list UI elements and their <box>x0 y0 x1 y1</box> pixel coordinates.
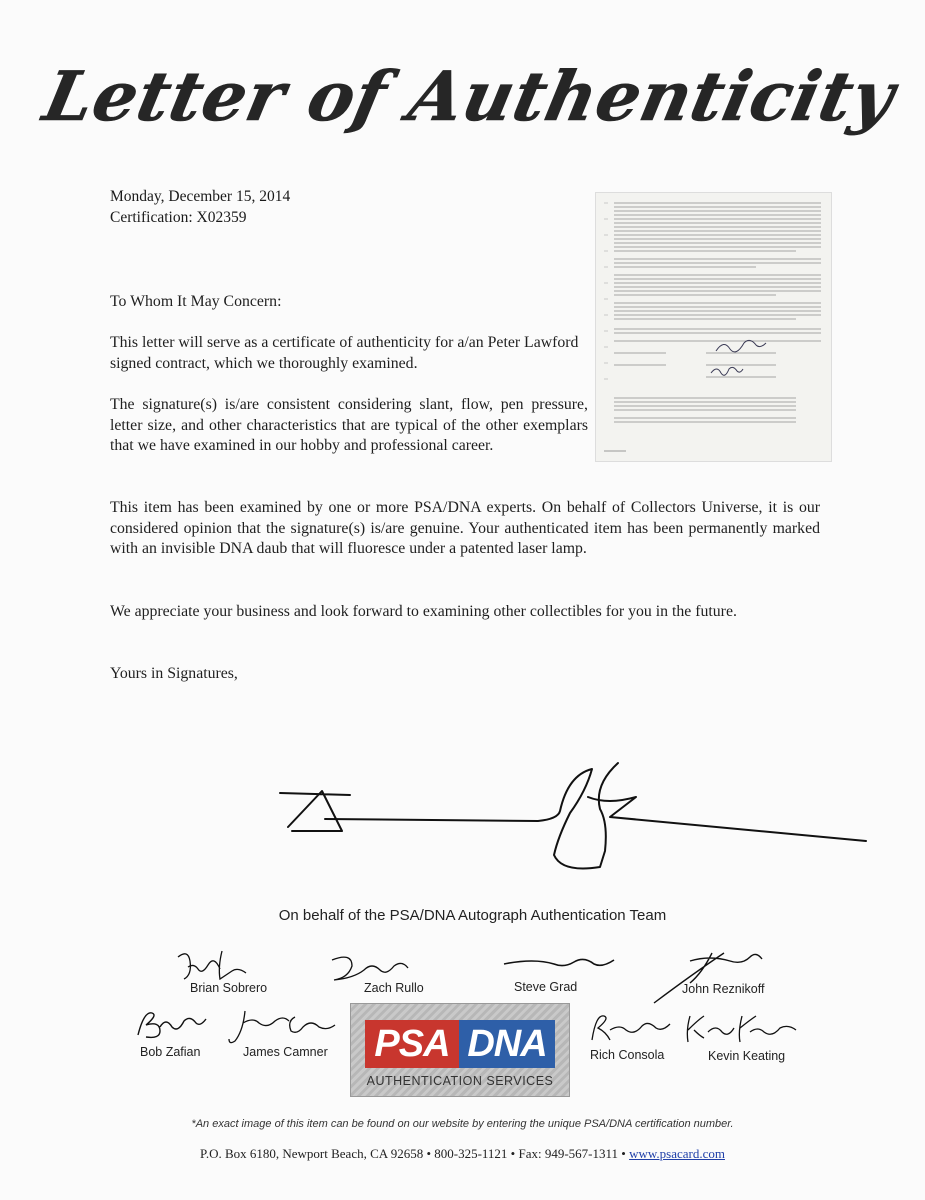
team-heading: On behalf of the PSA/DNA Autograph Authentication Team <box>278 907 667 924</box>
team-member-brian-sobrero: Brian Sobrero <box>170 945 280 1000</box>
certification-number: Certification: X02359 <box>110 209 247 226</box>
team-member-steve-grad: Steve Grad <box>500 950 620 1000</box>
footer <box>0 1146 925 1162</box>
team-member-james-camner: James Camner <box>225 1005 345 1065</box>
website-link[interactable]: www.psacard.com <box>629 1146 725 1161</box>
signature-james-camner <box>225 1005 345 1045</box>
logo-psa: PSA <box>365 1020 459 1068</box>
letter-date: Monday, December 15, 2014 <box>110 188 291 205</box>
title-text: Letter of Authenticity <box>37 56 902 137</box>
signature-steve-grad <box>500 950 620 982</box>
paragraph-consistency: The signature(s) is/are consistent considering slant, flow, pen pressure, letter size, and other characteristics that are typical of the other exemplars that we have examined in our hobby and professional career. <box>110 396 588 454</box>
logo-dna: DNA <box>459 1020 555 1068</box>
contract-image <box>595 192 832 462</box>
signature-john-reznikoff <box>650 945 780 1010</box>
team-member-zach-rullo: Zach Rullo <box>322 950 432 1000</box>
logo-subtitle: AUTHENTICATION SERVICES <box>366 1074 554 1088</box>
paragraph-intro: This letter will serve as a certificate of authenticity for a/an Peter Lawford signed contract, which we thoroughly examined. <box>110 334 579 372</box>
paragraph-opinion: This item has been examined by one or more PSA/DNA experts. On behalf of Collectors Universe, it is our considered opinion that the signature(s) is/are genuine. Your authenticated item has been permanently marked with an invisible DNA daub that will fluoresce under a patented laser lamp. <box>110 499 820 557</box>
letter-header <box>110 186 290 228</box>
team-member-rich-consola: Rich Consola <box>578 1010 688 1065</box>
psa-dna-logo <box>350 1003 570 1097</box>
signature-kevin-keating <box>680 1010 810 1046</box>
team-member-kevin-keating: Kevin Keating <box>680 1010 810 1065</box>
closing: Yours in Signatures, <box>110 665 238 682</box>
letter-title <box>0 38 925 158</box>
signature-bob-zafian <box>130 1005 220 1043</box>
signature-brian-sobrero <box>170 945 280 985</box>
signature-rich-consola <box>578 1010 688 1044</box>
paragraph-appreciation: We appreciate your business and look forward to examining other collectibles for you in the future. <box>110 603 737 620</box>
team-member-bob-zafian: Bob Zafian <box>130 1005 220 1065</box>
footnote: *An exact image of this item can be found on our website by entering the unique PSA/DNA certification number. <box>191 1118 734 1130</box>
salutation: To Whom It May Concern: <box>110 293 282 310</box>
footer-address: P.O. Box 6180, Newport Beach, CA 92658 • 800-325-1121 • Fax: 949-567-1311 • <box>200 1146 630 1161</box>
team-member-john-reznikoff: John Reznikoff <box>650 945 780 1010</box>
primary-signature <box>270 755 870 875</box>
